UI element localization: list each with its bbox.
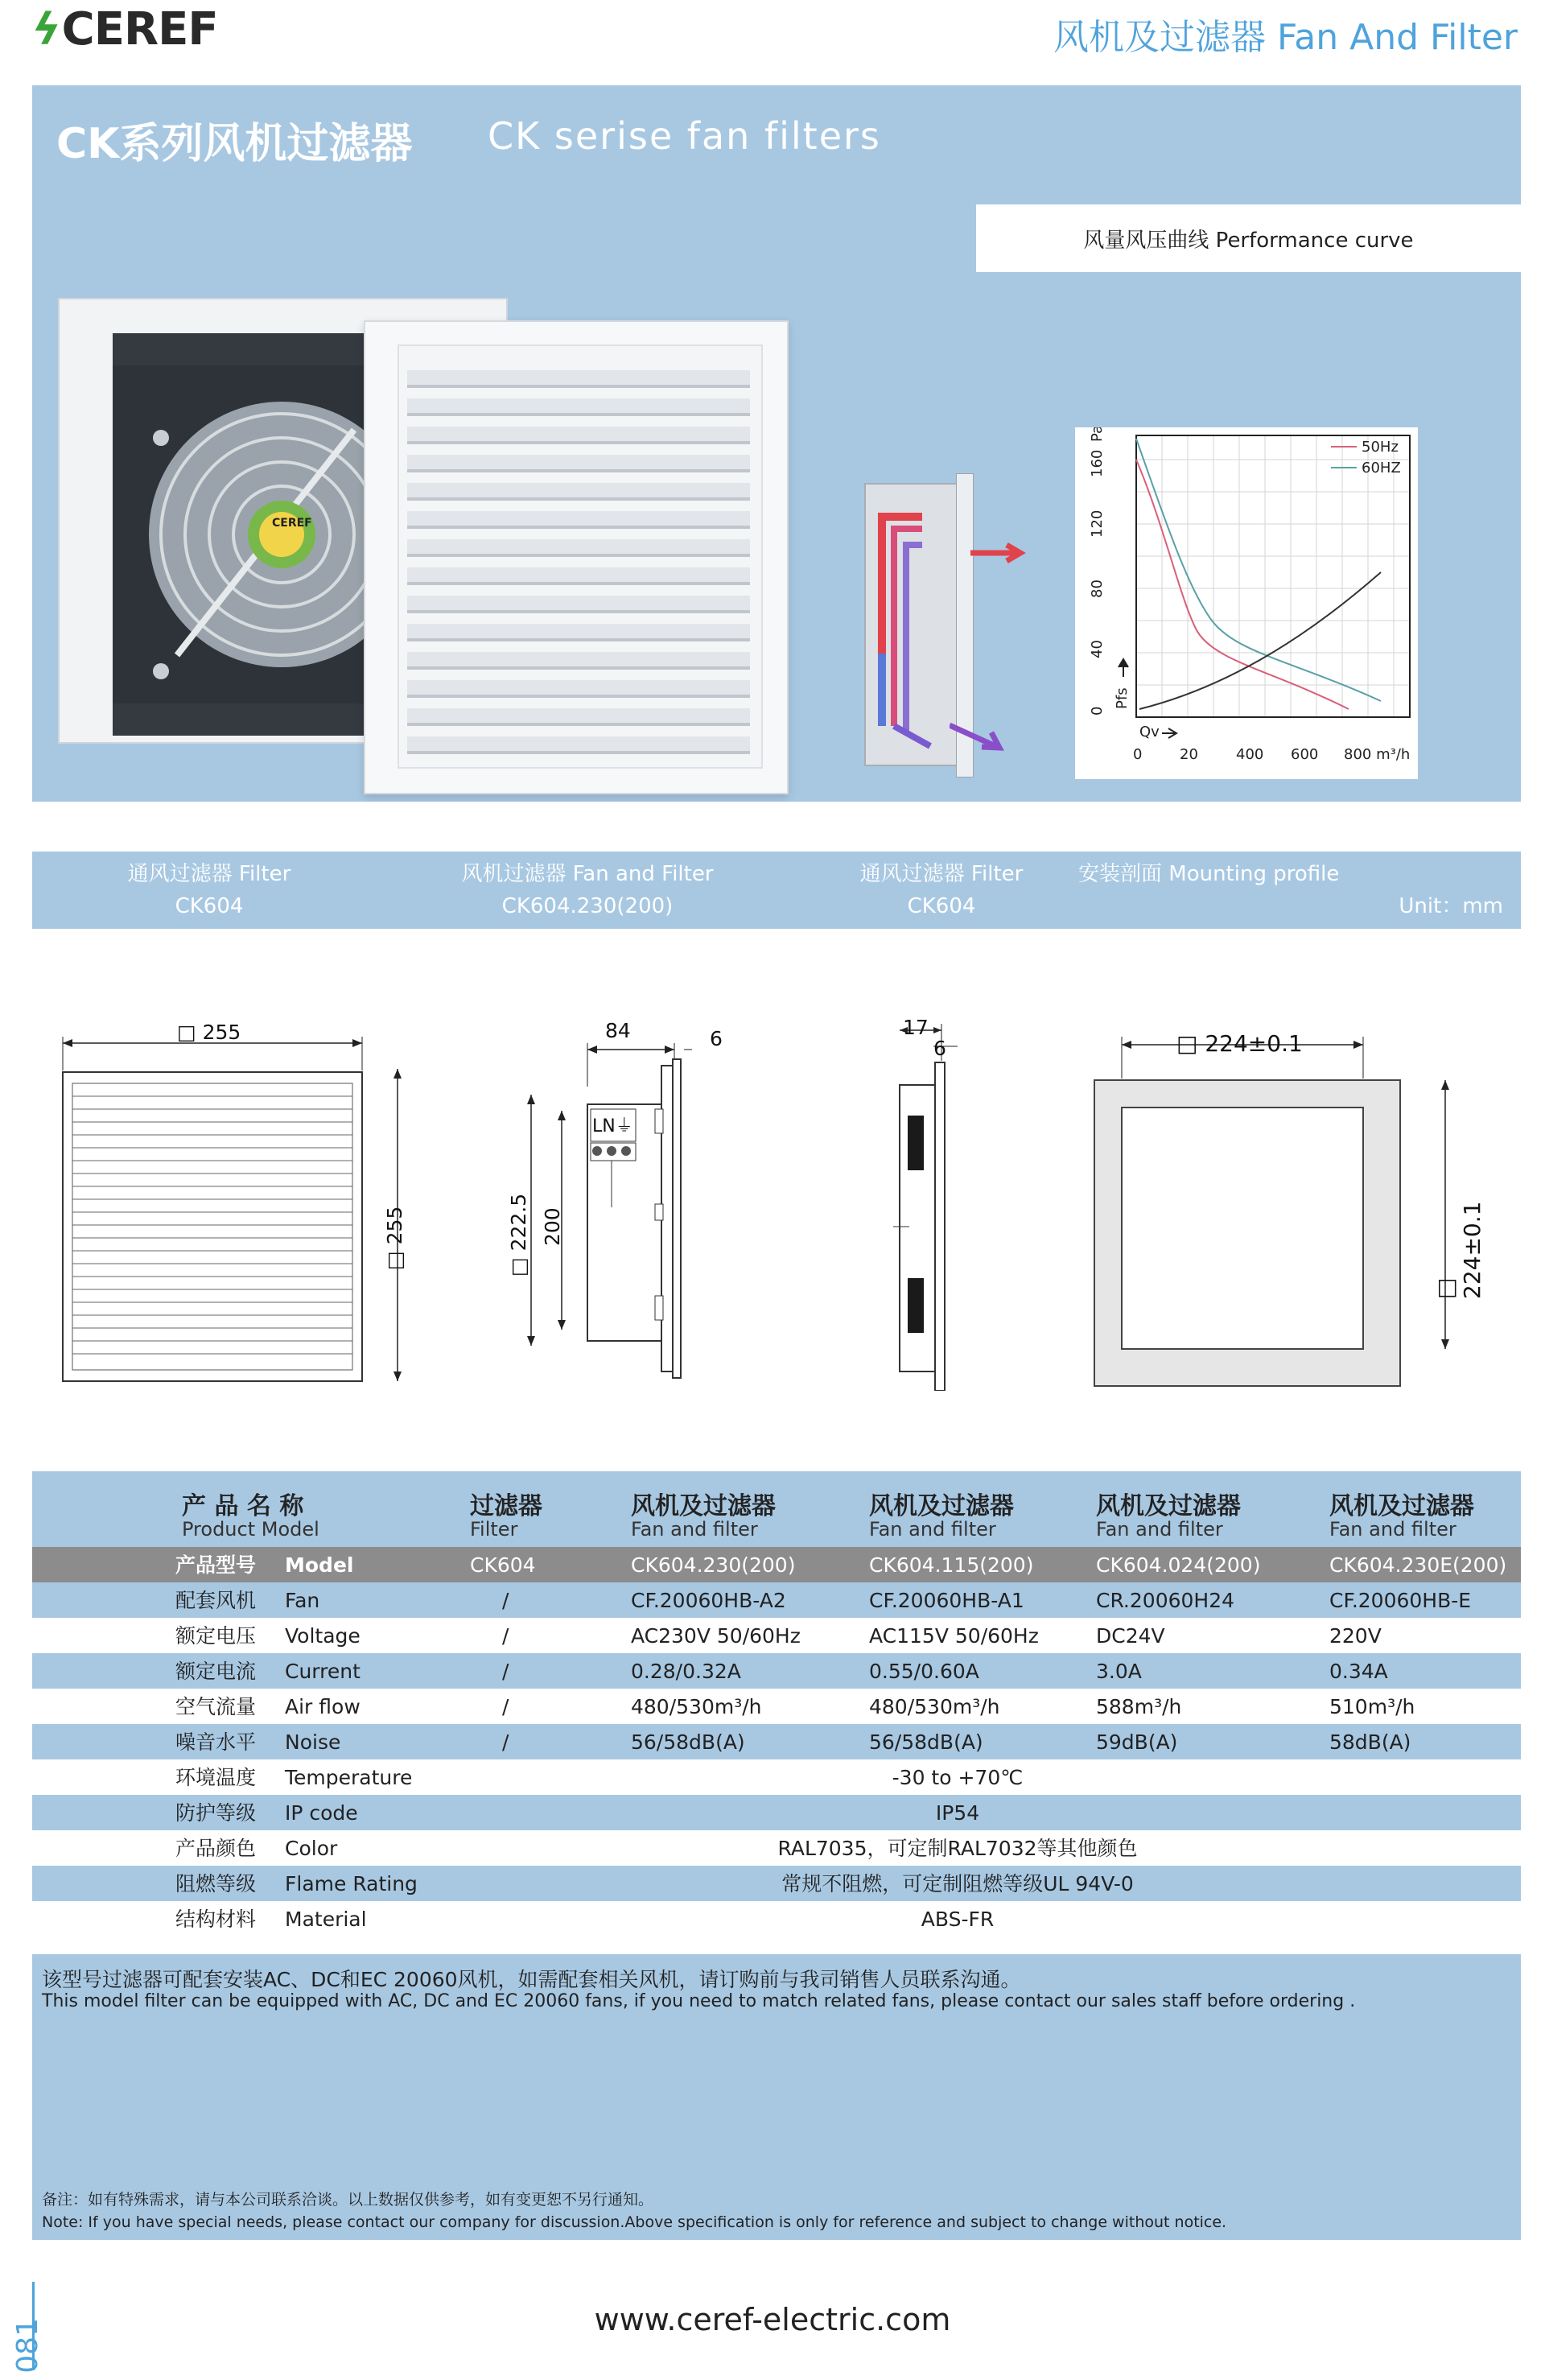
table-cell-merged: IP54 [935,1801,980,1825]
table-cell: CR.20060H24 [1096,1589,1235,1612]
note-compat-zh: 该型号过滤器可配套安装AC、DC和EC 20060风机，如需配套相关风机，请订购前与我司销售人员联系沟通。 [42,1968,1021,1991]
table-cell: 59dB(A) [1096,1730,1178,1754]
row-label-zh: 额定电压 [175,1624,257,1648]
product-title-zh: CK系列风机过滤器 [56,120,413,168]
system-curve [1139,572,1381,709]
brand-logo [32,3,218,56]
outflow-arrow-icon [970,541,1027,568]
dim-cutout-width: □ 224±0.1 [1176,1030,1303,1057]
louver-grille-image [364,320,789,794]
x-arrow-icon [1162,728,1176,738]
row-label-en: IP code [285,1801,358,1825]
table-cell: 588m³/h [1096,1695,1182,1718]
table-cell: / [502,1730,509,1754]
x-tick: 800 m³/h [1344,746,1411,763]
table-cell: AC115V 50/60Hz [869,1624,1039,1648]
bar-item-filter-1: 通风过滤器 Filter CK604 [127,862,291,918]
website-url[interactable]: www.ceref-electric.com [594,2302,951,2337]
table-cell-merged: ABS-FR [921,1908,995,1931]
performance-curve-chart [1075,427,1418,779]
row-label-zh: 环境温度 [175,1766,257,1789]
table-row-fan [32,1582,1521,1618]
table-cell: / [502,1660,509,1683]
y-tick: 120 [1089,509,1106,538]
table-cell: AC230V 50/60Hz [631,1624,801,1648]
table-cell: CK604.115(200) [869,1553,1034,1577]
dim-cutout-height: □ 224±0.1 [1432,1201,1485,1299]
row-label-en: Flame Rating [285,1872,418,1895]
legend-60hz: 60HZ [1362,460,1401,476]
table-row-model [32,1547,1521,1582]
table-cell: 480/530m³/h [869,1695,1000,1718]
table-row-airflow [32,1689,1521,1724]
x-tick: 20 [1180,746,1198,763]
table-cell: / [502,1589,509,1612]
table-cell: CK604.024(200) [1096,1553,1261,1577]
row-label-zh: 额定电流 [175,1660,257,1683]
col-header-en: Fan and filter [1096,1518,1223,1541]
col-header-en: Fan and filter [869,1518,996,1541]
table-cell: / [502,1624,509,1648]
col-header-zh: 风机及过滤器 [1096,1492,1241,1520]
row-label-en: Material [285,1908,367,1931]
table-cell: CK604 [470,1553,536,1577]
table-cell: CK604.230(200) [631,1553,796,1577]
inflow-arrow-icon [950,721,1006,757]
drawing-filter-profile [877,1021,990,1394]
table-cell: CK604.230E(200) [1329,1553,1507,1577]
table-cell: 3.0A [1096,1660,1142,1683]
page-number: 081 [11,2318,44,2374]
row-label-en: Voltage [285,1624,360,1648]
drawing-section-bar [32,852,1521,929]
row-label-en: Model [285,1553,354,1577]
table-cell: CF.20060HB-A2 [631,1589,786,1612]
table-row-color [32,1830,1521,1866]
category-title: 风机及过滤器 Fan And Filter [1053,17,1518,58]
col-header-zh: 风机及过滤器 [869,1492,1014,1520]
table-row-flame [32,1866,1521,1901]
y-tick: 40 [1089,640,1106,658]
y-arrow-icon [1119,659,1128,677]
col-header-zh: 过滤器 [470,1492,542,1520]
cabinet-airflow-illustration [864,483,960,766]
bar-item-filter-2: 通风过滤器 Filter CK604 [859,862,1024,918]
dim-depth: 84 [605,1019,631,1042]
row-label-en: Fan [285,1589,320,1612]
table-row-material [32,1901,1521,1937]
table-row-current [32,1653,1521,1689]
dim-height: □ 255 [383,1206,406,1270]
y-unit: Pa [1089,427,1106,442]
row-label-zh: 结构材料 [175,1908,257,1931]
fan-image [113,333,370,736]
table-row-ip [32,1795,1521,1830]
table-cell: 220V [1329,1624,1382,1648]
row-label-en: Noise [285,1730,341,1754]
row-label-zh: 防护等级 [175,1801,257,1825]
logo-text: CEREF [61,3,218,56]
col-header-zh: 风机及过滤器 [631,1492,776,1520]
fan-badge: CEREF [272,517,312,530]
lightning-icon: ϟ [32,4,60,55]
x-tick: 0 [1133,746,1143,763]
table-row-voltage [32,1618,1521,1653]
dim-height-outer: □ 222.5 [507,1193,530,1277]
dim-height-inner: 200 [541,1207,564,1246]
bar-item-fan-filter: 风机过滤器 Fan and Filter CK604.230(200) [461,862,714,918]
table-cell-merged: 常规不阻燃，可定制阻燃等级UL 94V-0 [781,1872,1134,1895]
performance-curve-label: 风量风压曲线 Performance curve [976,204,1521,272]
curve-60hz [1136,439,1381,701]
table-cell: 510m³/h [1329,1695,1415,1718]
col-header-en: Fan and filter [1329,1518,1456,1541]
table-row-temperature [32,1759,1521,1795]
table-cell: 0.28/0.32A [631,1660,741,1683]
row-label-en: Temperature [285,1766,413,1789]
table-cell: CF.20060HB-E [1329,1589,1472,1612]
x-tick: 600 [1291,746,1319,763]
bar-item-mounting: 安装剖面 Mounting profile [1078,862,1340,886]
notes-panel [32,1954,1521,2240]
dim-filter-lip: 6 [933,1037,946,1060]
product-title-en: CK serise fan filters [488,114,881,158]
dim-lip: 6 [710,1027,723,1050]
x-symbol: Qv [1139,724,1160,740]
dim-width: □ 255 [177,1021,241,1044]
terminal-label: LN⏚ [592,1116,633,1136]
table-cell: 0.55/0.60A [869,1660,979,1683]
row-label-zh: 产品型号 [175,1553,257,1577]
remark-en: Note: If you have special needs, please contact our company for discussion.Above specification is only for reference and subject to change without notice. [42,2213,1227,2231]
col-header-zh: 产 品 名 称 [182,1492,304,1520]
row-label-en: Color [285,1837,338,1860]
row-label-zh: 噪音水平 [175,1730,257,1754]
drawing-mounting-cutout [1086,1030,1465,1404]
table-cell: 480/530m³/h [631,1695,762,1718]
table-cell: 0.34A [1329,1660,1388,1683]
row-label-zh: 配套风机 [175,1589,257,1612]
table-cell: 56/58dB(A) [869,1730,983,1754]
row-label-zh: 阻燃等级 [175,1872,257,1895]
table-cell: 56/58dB(A) [631,1730,745,1754]
table-cell: 58dB(A) [1329,1730,1411,1754]
table-cell: DC24V [1096,1624,1165,1648]
note-compat-en: This model filter can be equipped with AC, DC and EC 20060 fans, if you need to match related fans, please contact our sales staff before ordering . [42,1991,1356,2011]
row-label-zh: 产品颜色 [175,1837,257,1860]
table-row-noise [32,1724,1521,1759]
y-tick: 80 [1089,580,1106,598]
row-label-en: Current [285,1660,360,1683]
table-header-row [32,1471,1521,1547]
col-header-en: Fan and filter [631,1518,758,1541]
x-tick: 400 [1236,746,1264,763]
y-tick: 160 [1089,449,1106,477]
y-symbol: Pfs [1114,687,1131,709]
dim-filter-depth: 17 [903,1016,929,1039]
col-header-en: Product Model [182,1518,319,1541]
table-cell: / [502,1695,509,1718]
drawing-front-view [56,1022,426,1396]
col-header-zh: 风机及过滤器 [1329,1492,1474,1520]
legend-50hz: 50Hz [1362,439,1399,456]
row-label-en: Air flow [285,1695,360,1718]
table-cell: CF.20060HB-A1 [869,1589,1024,1612]
table-cell-merged: -30 to +70℃ [892,1766,1024,1789]
table-cell-merged: RAL7035，可定制RAL7032等其他颜色 [777,1837,1138,1860]
y-tick: 0 [1089,706,1106,716]
row-label-zh: 空气流量 [175,1695,257,1718]
col-header-en: Filter [470,1518,518,1541]
unit-label: Unit：mm [1399,894,1503,918]
remark-zh: 备注：如有特殊需求，请与本公司联系洽谈。以上数据仅供参考，如有变更恕不另行通知。 [42,2191,654,2209]
